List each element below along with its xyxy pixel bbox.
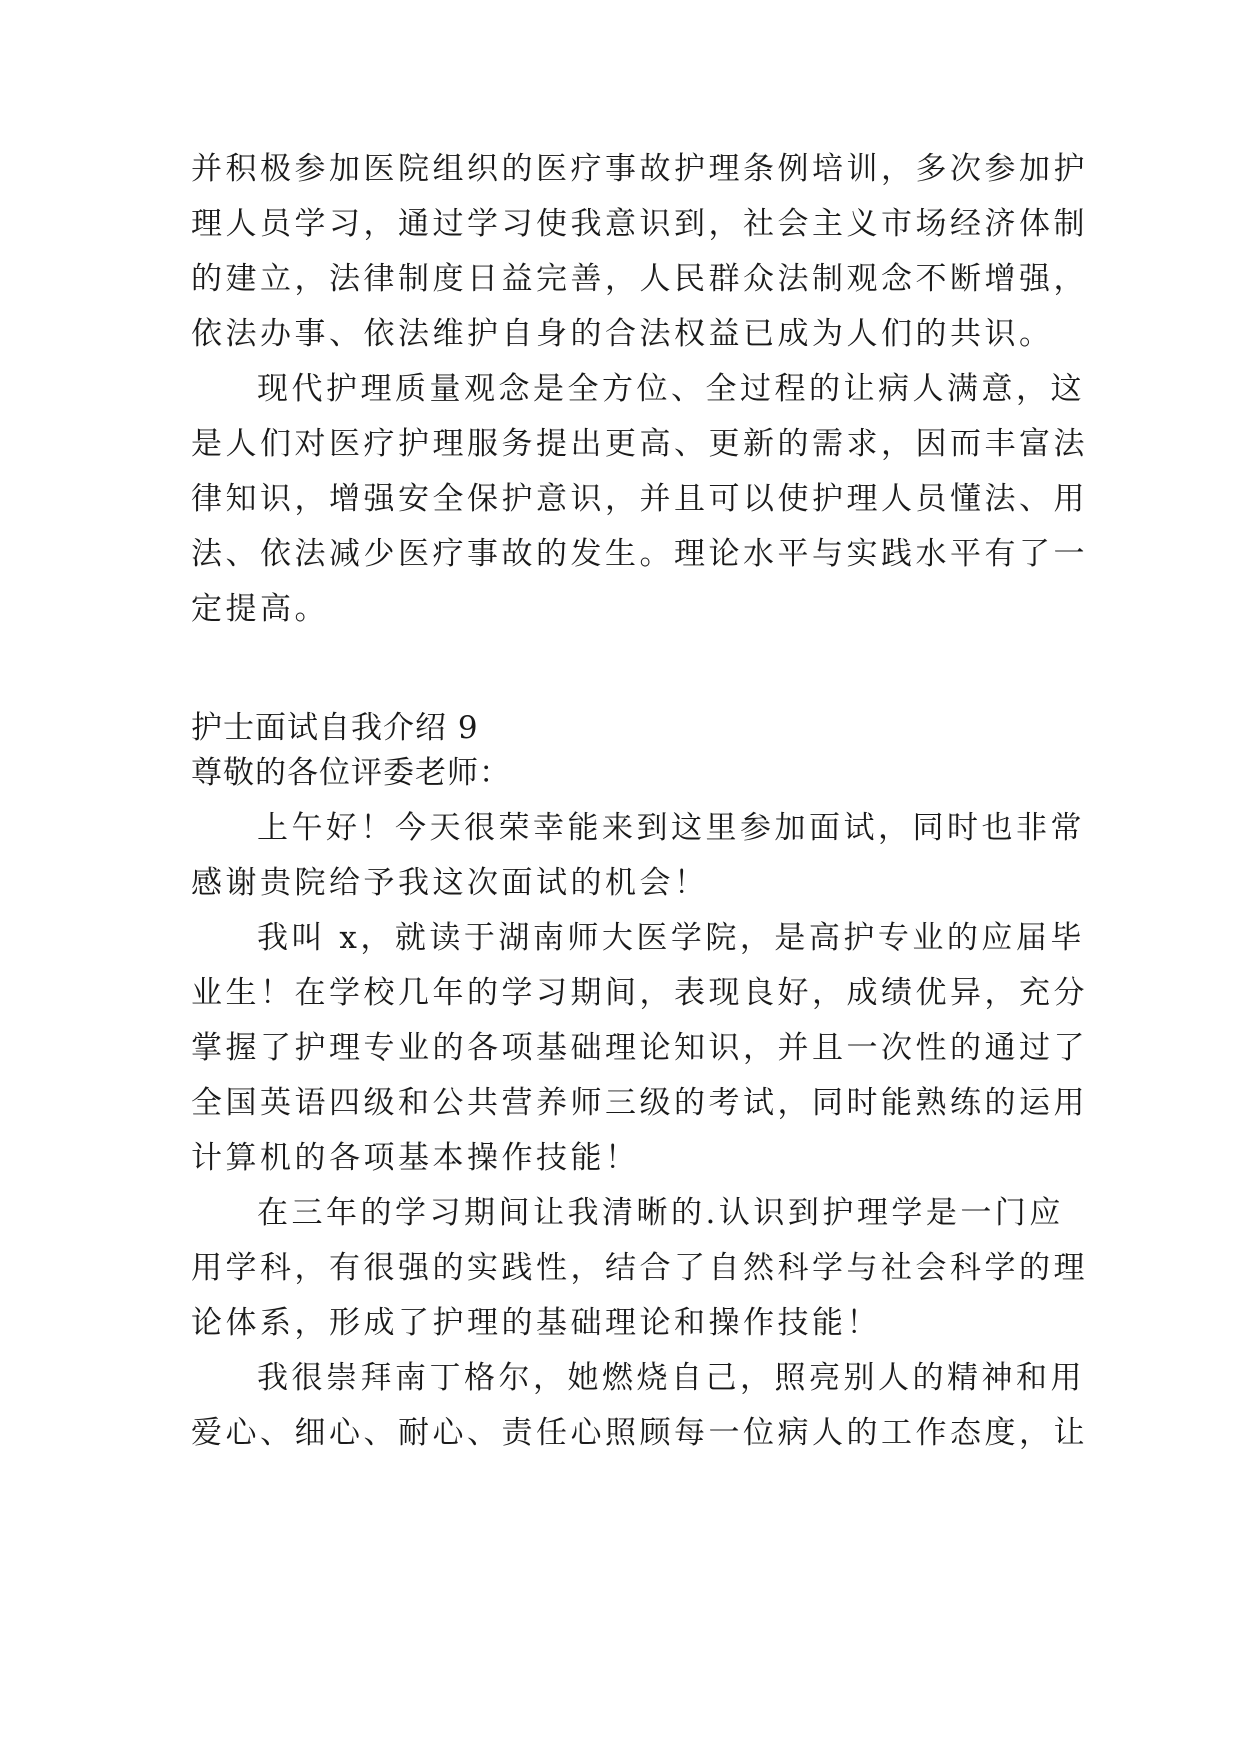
paragraph-line: 业生！在学校几年的学习期间，表现良好，成绩优异，充分 (191, 975, 1088, 1011)
paragraph-line: 我叫 x，就读于湖南师大医学院，是高护专业的应届毕 (257, 920, 1085, 956)
paragraph-line: 爱心、细心、耐心、责任心照顾每一位病人的工作态度，让 (191, 1415, 1088, 1451)
salutation: 尊敬的各位评委老师： (191, 755, 511, 791)
paragraph-line: 上午好！今天很荣幸能来到这里参加面试，同时也非常 (257, 810, 1085, 846)
paragraph-line: 定提高。 (191, 591, 329, 627)
paragraph-line: 法、依法减少医疗事故的发生。理论水平与实践水平有了一 (191, 536, 1088, 572)
paragraph-line: 掌握了护理专业的各项基础理论知识，并且一次性的通过了 (191, 1030, 1088, 1066)
paragraph-line: 依法办事、依法维护自身的合法权益已成为人们的共识。 (191, 316, 1054, 352)
paragraph-line: 感谢贵院给予我这次面试的机会！ (191, 865, 709, 901)
paragraph-line: 计算机的各项基本操作技能！ (191, 1140, 640, 1176)
paragraph-line: 并积极参加医院组织的医疗事故护理条例培训，多次参加护 (191, 151, 1088, 187)
section-title: 护士面试自我介绍 9 (191, 710, 479, 746)
paragraph-line: 论体系，形成了护理的基础理论和操作技能！ (191, 1305, 881, 1341)
paragraph-line: 现代护理质量观念是全方位、全过程的让病人满意，这 (257, 371, 1085, 407)
paragraph-line: 在三年的学习期间让我清晰的.认识到护理学是一门应 (257, 1195, 1064, 1231)
paragraph-line: 用学科，有很强的实践性，结合了自然科学与社会科学的理 (191, 1250, 1088, 1286)
paragraph-line: 全国英语四级和公共营养师三级的考试，同时能熟练的运用 (191, 1085, 1088, 1121)
paragraph-line: 我很崇拜南丁格尔，她燃烧自己，照亮别人的精神和用 (257, 1360, 1085, 1396)
paragraph-line: 的建立，法律制度日益完善，人民群众法制观念不断增强， (191, 261, 1088, 297)
paragraph-line: 律知识，增强安全保护意识，并且可以使护理人员懂法、用 (191, 481, 1088, 517)
paragraph-line: 是人们对医疗护理服务提出更高、更新的需求，因而丰富法 (191, 426, 1088, 462)
paragraph-line: 理人员学习，通过学习使我意识到，社会主义市场经济体制 (191, 206, 1088, 242)
